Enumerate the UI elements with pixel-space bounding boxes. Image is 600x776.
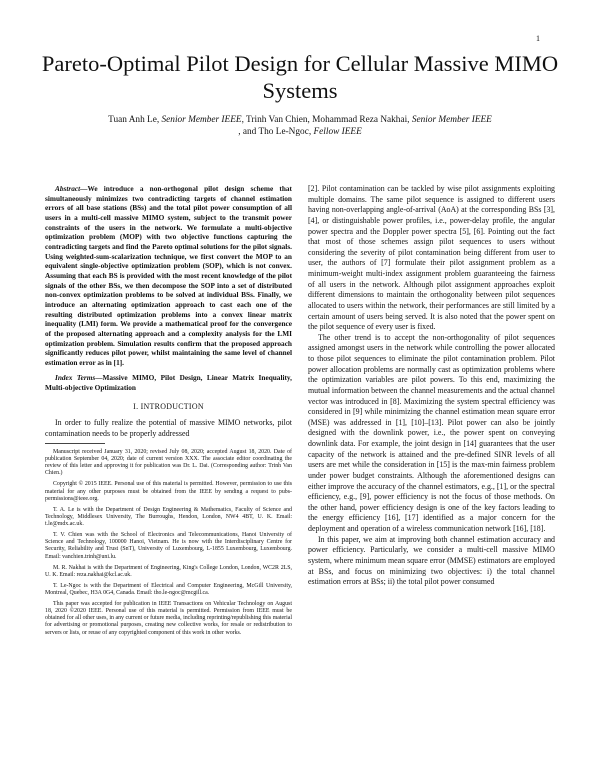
author-2-3-names: , Trinh Van Chien, Mohammad Reza Nakhai, xyxy=(241,115,412,125)
footnote-author-3: M. R. Nakhai is with the Department of Engineering, King's College London, London, WC2R 2LS, U. K. Email: reza.nakhai@kcl.ac.uk. xyxy=(45,564,292,578)
body-paragraph: In this paper, we aim at improving both channel estimation accuracy and power efficiency. Particularly, we consider a multi-cell massive MIMO system, where minimum mean square error (MMSE) estimators are employed at BSs, and focus on minimizing two objectives: i) the total channel estimation errors at BSs; ii) the total pilot power consumed xyxy=(308,534,555,587)
right-column xyxy=(308,184,555,588)
footnotes xyxy=(45,449,292,637)
footnote-publication: This paper was accepted for publication in IEEE Transactions on Vehicular Technology on August 18, 2020 ©2020 IEEE. Personal use of this material is permitted. Permission from IEEE must be obtained for all other uses, in any current or future media, including reprinting/republishing this material for advertising or promotional purposes, creating new collective works, for resale or redistribution to servers or lists, or reuse of any copyrighted component of this work in other works. xyxy=(45,600,292,636)
body-paragraph-continued: [2]. Pilot contamination can be tackled by wise pilot assignments exploiting multiple domains. The same pilot sequence is assigned to different users having non-overlapping angle-of-arrival (AoA) at the corresponding BSs [3], [4], or distinguishable power profiles, i.e., power-delay profile, the angular power spectra and the Doppler power spectra [5], [6]. Pointing out the fact that most of those schemes assign pilot sequences to users without considering the severity of pilot contamination being different from user to user, the authors of [7] formulate their pilot assignment problem as a minimum-weight multi-index assignment problem guaranteeing the fairness of all users in the network. Although pilot assignment approaches exploit different dimensions to maintain the orthogonality between pilot sequences allocated to users within the network, their performances are still limited by a certain amount of users being served. It is also noted that the power spent on the pilot sequence of every user is fixed. xyxy=(308,184,555,332)
footnote-author-1: T. A. Le is with the Department of Design Engineering & Mathematics, Faculty of Science and Technology, Middlesex University, The Burroughs, Hendon, London, NW4 4BT, U. K. Email: t.le@mdx.ac.uk. xyxy=(45,506,292,528)
author-1-role: Senior Member IEEE xyxy=(161,115,242,125)
body-paragraph: The other trend is to accept the non-orthogonality of pilot sequences assigned amongst users in the network while controlling the power allocated to those pilot sequences to eliminate the pilot contamination problem. Pilot power allocation problems are normally cast as optimization problems where the optimization variables are pilot powers. To this end, maximizing the mutual information between the channel measurements and the actual channel vector was introduced in [8]. Maximizing the system spectral efficiency was considered in [9] while minimizing the channel estimation mean square error (MSE) was addressed in [1], [10]–[13]. Pilot power can also be jointly designed with the downlink power, i.e., the power spent on conveying downlink data. For example, the joint design in [14] guarantees that the user capacity of the network is attained and the pre-defined SINR levels of all users are met while the consideration in [15] is the max-min fairness problem under power budget constraints. Although the aforementioned designs can either improve the accuracy of the channel estimators, e.g., [1], or the spectral efficiency, e.g., [9], power efficiency is not the focus of those methods. On the other hand, power efficiency design is one of the key factors leading to the energy efficiency [16], [17] identified as a major concern for the deployment and operation of a wireless communication network [16], [18]. xyxy=(308,332,555,533)
index-terms xyxy=(45,373,292,392)
author-4-role: Fellow IEEE xyxy=(313,127,362,137)
page-number: 1 xyxy=(536,34,540,43)
author-1-name: Tuan Anh Le, xyxy=(108,115,162,125)
author-list xyxy=(50,114,550,138)
intro-paragraph: In order to fully realize the potential of massive MIMO networks, pilot contamination needs to be properly addressed xyxy=(45,418,292,439)
footnote-copyright: Copyright © 2015 IEEE. Personal use of this material is permitted. However, permission to use this material for any other purposes must be obtained from the IEEE by sending a request to pubs-permissions@ieee.org. xyxy=(45,481,292,502)
left-column xyxy=(45,184,292,637)
paper-title: Pareto-Optimal Pilot Design for Cellular Massive MIMO Systems xyxy=(41,51,559,103)
footnote-author-2: T. V. Chien was with the School of Electronics and Telecommunications, Hanoi University of Science and Technology, 100000 Hanoi, Vietnam. He is now with the Interdisciplinary Centre for Security, Reliability and Trust (SnT), University of Luxembourg, L-1855 Luxembourg, Luxembourg. Email: vanchien.trinh@uni.lu. xyxy=(45,531,292,560)
abstract-text: —We introduce a non-orthogonal pilot design scheme that simultaneously minimizes two contradicting targets of channel estimation errors of all base stations (BSs) and the total pilot power consumption of all users in a multi-cell massive MIMO system, subject to the transmit power constraints of the users in the network. We formulate a multi-objective optimization problem (MOP) with two objective functions capturing the contradicting targets and find the Pareto optimal solutions for the pilot signals. Using weighted-sum-scalarization technique, we first convert the MOP to an equivalent single-objective optimization problem (SOP), which is not convex. Assuming that each BS is provided with the most recent knowledge of the pilot signals of the other BSs, we then decompose the SOP into a set of distributed non-convex optimization problems to be solved at individual BSs. Finally, we introduce an alternating optimization approach to cast each one of the resulting distributed optimization problems into a convex linear matrix inequality (LMI) form. We provide a mathematical proof for the convergence of the proposed alternating approach and a complexity analysis for the LMI optimization problem. Simulation results confirm that the proposed approach significantly reduces pilot power, whilst maintaining the same level of channel estimation error as in [1]. xyxy=(45,184,292,367)
abstract-lead: Abstract xyxy=(55,184,81,193)
abstract xyxy=(45,184,292,367)
author-3-role: Senior Member IEEE xyxy=(411,115,492,125)
author-4-name: , and Tho Le-Ngoc, xyxy=(238,127,314,137)
section-heading-introduction: I. INTRODUCTION xyxy=(133,401,204,411)
index-terms-text: —Massive MIMO, Pilot Design, Linear Matrix Inequality, Multi-objective Optimization xyxy=(45,373,293,393)
footnote-manuscript: Manuscript received January 31, 2020; revised July 08, 2020; accepted August 18, 2020. Date of publication September 04, 2020; date of current version XXX. The associate editor coordinating the review of this letter and approving it for publication was Dr. L. Dai. (Corresponding author: Trinh Van Chien.) xyxy=(45,448,292,477)
index-terms-lead: Index Terms xyxy=(55,373,96,383)
footnote-divider xyxy=(45,443,105,444)
footnote-author-4: T. Le-Ngoc is with the Department of Electrical and Computer Engineering, McGill University, Montreal, Quebec, H3A 0G4, Canada. Email: tho.le-ngoc@mcgill.ca. xyxy=(45,582,292,596)
